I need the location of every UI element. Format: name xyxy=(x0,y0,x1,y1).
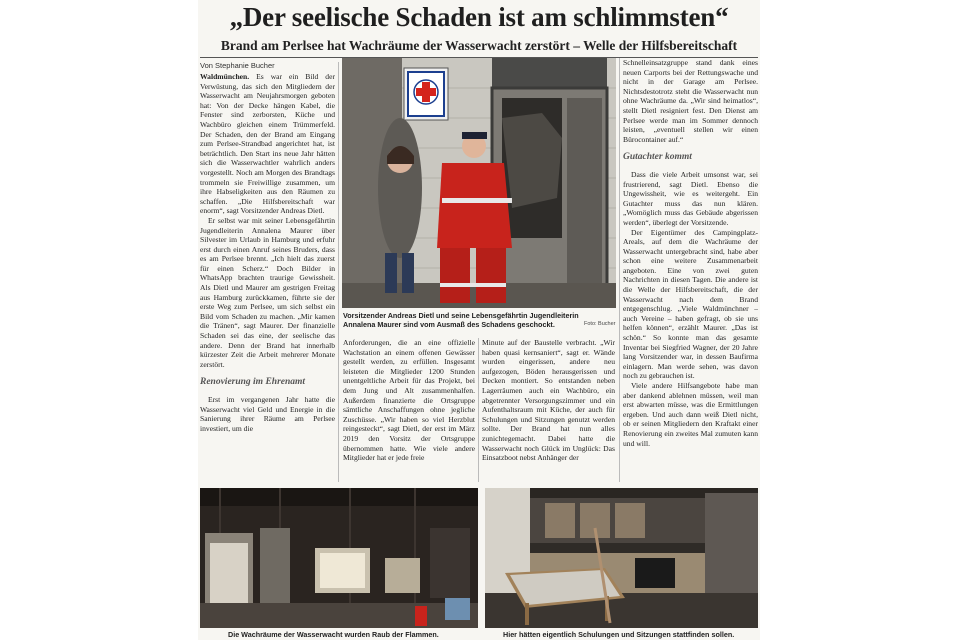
column-divider xyxy=(619,58,620,482)
newspaper-page xyxy=(198,0,760,640)
burnt-room-photo xyxy=(200,488,478,628)
paragraph xyxy=(200,72,335,216)
byline: Von Stephanie Bucher xyxy=(200,61,275,70)
paragraph: Der Eigentümer des Campingplatz-Areals, auf dem die Wachräume der Wasserwacht untergebracht sind, habe aber schon eine weitere Zusammenarbeit angeboten. Eine von zwei guten Nachrichten in diesen Tagen. Die andere ist die Welle der Hilfsbereitschaft, die der Wasserwacht nach dem Brand entgegenschlug. „Viele Waldmünchner – auch Vereine – haben gefragt, ob sie uns helfen können“, erzählt Maurer. „Das ist schön.“ So konnte man das gesamte Inventar bei Siegfried Wagner, der 20 Jahre lang Vorsitzender war, in dessen Baufirma einlagern. Man werde sehen, was davon noch zu gebrauchen ist. xyxy=(623,227,758,381)
paragraph: Minute auf der Baustelle verbracht. „Wir haben quasi kernsaniert“, sagt er. Wände wurden eingerissen, andere neu aufgezogen, Böden herausgerissen und Decken montiert. So entstanden neben Lagerräumen auch ein Wachbüro, ein abgetrennter Versorgungszimmer und ein Aufenthaltsraum mit Küche, der auch für Schulungen und Sitzungen genutzt werden sollte. Der Brand hat nun alles zunichtegemacht. Dabei hatte die Wasserwacht noch Glück im Unglück: Das Einsatzboot nebst Anhänger der xyxy=(482,338,615,463)
section-subheading: Gutachter kommt xyxy=(623,152,692,163)
article-column-1 xyxy=(200,72,335,482)
article-column-2 xyxy=(343,338,475,482)
article-column-3 xyxy=(482,338,615,482)
dateline: Waldmünchen. xyxy=(200,72,250,81)
kitchen-photo xyxy=(485,488,758,628)
burnt-room-caption: Die Wachräume der Wasserwacht wurden Raub der Flammen. xyxy=(228,630,439,639)
main-photo-caption: Vorsitzender Andreas Dietl und seine Lebensgefährtin Jugendleiterin Annalena Maurer sind vom Ausmaß des Schadens geschockt. xyxy=(343,311,579,329)
paragraph: Schnelleinsatzgruppe stand dank eines neuen Carports bei der Rettungswache und nicht in der Garage am Perlsee. Nichtsdestotrotz steht die Wasserwacht nun ohne Wachräume da. „Wir sind heimatlos“, stellt Dietl resigniert fest. Den Dienst am Perlsee werde man im Sommer dennoch leisten, „eventuell stellen wir einen Bürocontainer auf.“ xyxy=(623,58,758,144)
main-photo-image xyxy=(342,58,616,308)
headline: „Der seelische Schaden ist am schlimmsten“ xyxy=(229,2,729,32)
paragraph-text: Es war ein Bild der Verwüstung, das sich den Mitgliedern der Wasserwacht am Neujahrsmorgen geboten hat: Von der Decke hängen Kabel, die Fenster sind zerborsten, Küche und Wachbüro gleichen einem Trümmerfeld. Der Schaden, den der Brand am Eingang zum Perlsee-Strandbad angerichtet hat, ist beträchtlich. Den Start ins neue Jahr hätten sich die Wasserwachtler wahrlich anders vorgestellt. Noch am Morgen des Brandtags trommeln sie Freiwillige zusammen, um ihre Habseligkeiten aus den Räumen zu schaffen. „Die Hilfsbereitschaft war enorm“, sagt Vorsitzender Andreas Dietl. xyxy=(200,72,335,216)
section-subheading: Renovierung im Ehrenamt xyxy=(200,377,306,388)
kitchen-caption: Hier hätten eigentlich Schulungen und Sitzungen stattfinden sollen. xyxy=(503,630,735,639)
subheadline: Brand am Perlsee hat Wachräume der Wasserwacht zerstört – Welle der Hilfsbereitschaft xyxy=(220,38,738,53)
burnt-room-image xyxy=(200,488,478,628)
kitchen-image xyxy=(485,488,758,628)
paragraph: Viele andere Hilfsangebote habe man aber dankend ablehnen müssen, weil man erst abwarten müsse, was die Ermittlungen ergeben. Und auch dann weiß Dietl nicht, ob er seinen Mitgliedern den Kraftakt einer Renovierung ein zweites Mal zumuten kann und will. xyxy=(623,381,758,448)
photo-credit: Foto: Bucher xyxy=(584,321,616,327)
column-divider xyxy=(338,62,339,482)
paragraph: Dass die viele Arbeit umsonst war, sei frustrierend, sagt Dietl. Ebenso die Ungewissheit, wie es weitergeht. Ein Gutachter muss das nun klären. „Womöglich muss das Gebäude abgerissen werden“, überlegt der Vorsitzende. xyxy=(623,169,758,227)
article-column-4 xyxy=(623,58,758,482)
column-divider xyxy=(478,338,479,482)
paragraph: Erst im vergangenen Jahr hatte die Wasserwacht viel Geld und Energie in die Sanierung ihrer Räume am Perlsee investiert, um die xyxy=(200,395,335,433)
paragraph: Anforderungen, die an eine offizielle Wachstation an einem offenen Gewässer gestellt werden, zu erfüllen. Insgesamt leisteten die Mitglieder 1200 Stunden unentgeltliche Arbeit für das Projekt, bei dem Jung und Alt zusammenhalfen. Außerdem finanzierte die Ortsgruppe sämtliche Anschaffungen ohne jegliche Zuschüsse. „Wir haben so viel Herzblut reingesteckt“, sagt Dietl, der erst im März 2019 den Vorsitz der Ortsgruppe übernommen hatte. Wie viele andere Mitglieder hat er jede freie xyxy=(343,338,475,463)
main-photo xyxy=(342,58,616,308)
paragraph: Er selbst war mit seiner Lebensgefährtin Jugendleiterin Annalena Maurer über Silvester im Urlaub in Hamburg und erfuhr erst durch einen Anruf seines Bruders, dass es am Perlsee brennt. „Ich hielt das zuerst für einen Scherz.“ Doch Bilder in WhatsApp brachten traurige Gewissheit. Als Dietl und Maurer am gestrigen Freitag aus Hamburg zurückkamen, führte sie der erste Weg zum Perlsee, um sich selbst ein Bild vom Schaden zu machen. „Mir kamen die Tränen“, sagt Maurer. Der finanzielle Schaden sei das eine, der seelische das andere. Denn der Brand hat innerhalb kürzester Zeit die Arbeit mehrerer Monate zerstört. xyxy=(200,215,335,369)
